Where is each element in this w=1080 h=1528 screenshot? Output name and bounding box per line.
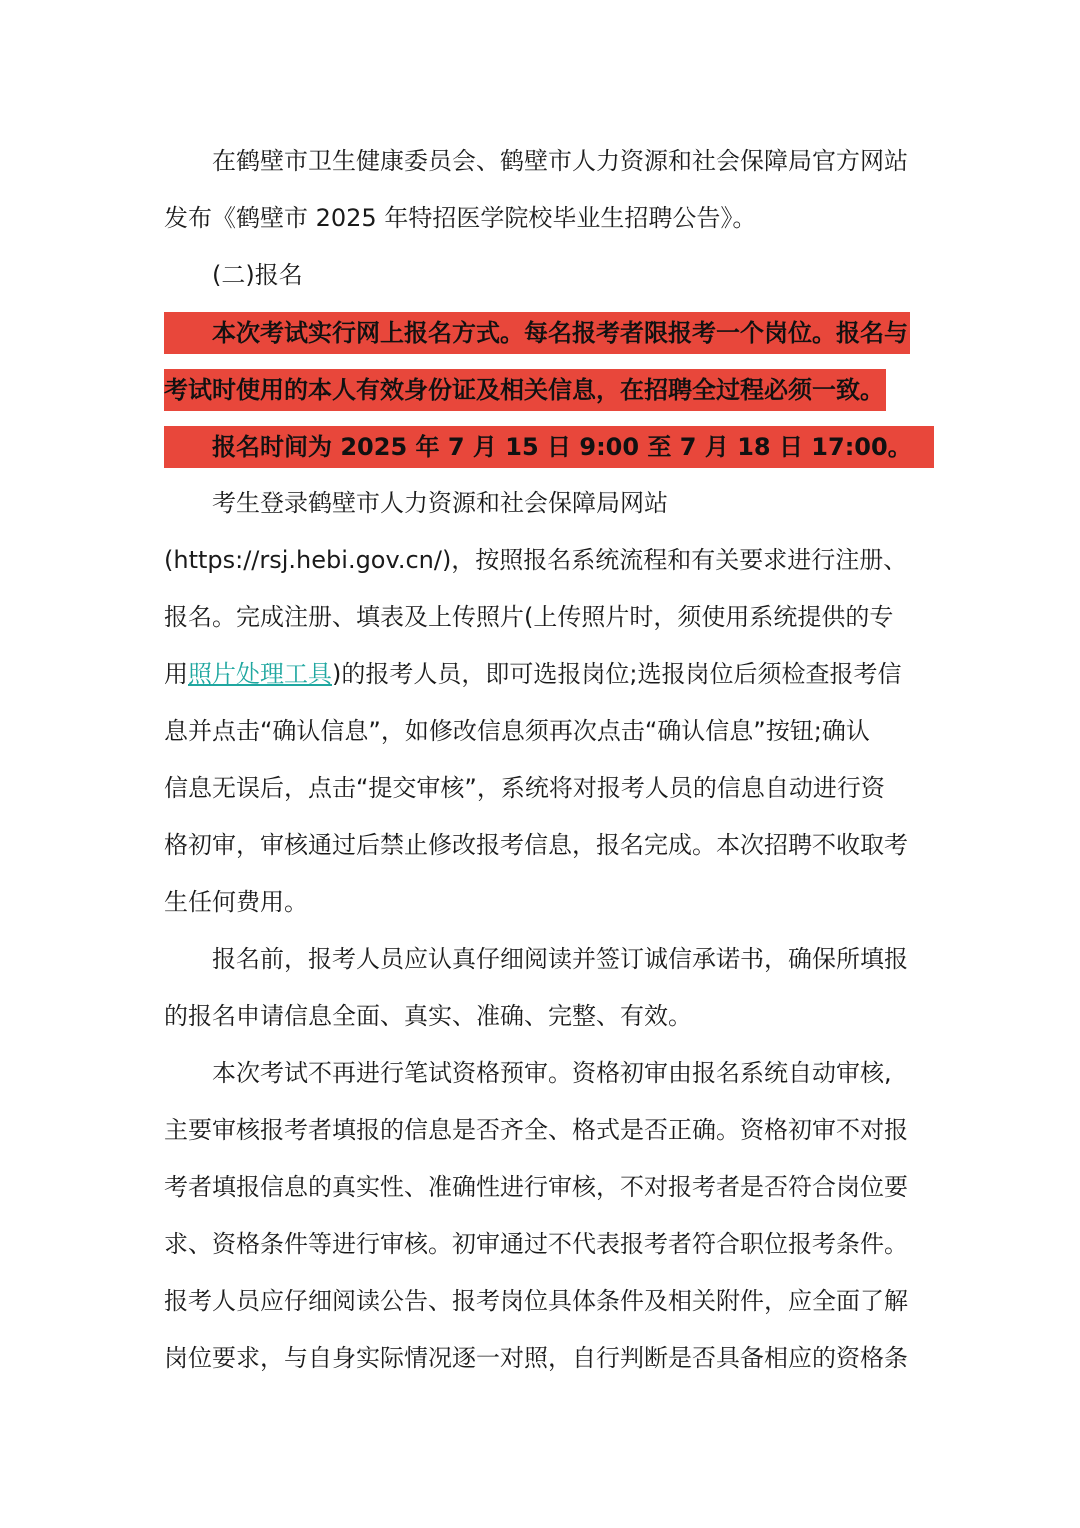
section-heading: (二)报名 [212, 261, 303, 289]
text-line-with-link [164, 646, 918, 703]
text-line: 息并点击“确认信息”，如修改信息须再次点击“确认信息”按钮;确认 [164, 717, 870, 745]
text-line: 考者填报信息的真实性、准确性进行审核，不对报考者是否符合岗位要 [164, 1173, 908, 1201]
text-line: 报名前，报考人员应认真仔细阅读并签订诚信承诺书，确保所填报 [212, 945, 908, 973]
text-line: 求、资格条件等进行审核。初审通过不代表报考者符合职位报考条件。 [164, 1230, 908, 1258]
text-fragment: )的报考人员，即可选报岗位;选报岗位后须检查报考信 [332, 660, 902, 688]
text-line: (https://rsj.hebi.gov.cn/)，按照报名系统流程和有关要求进行注册、 [164, 546, 908, 574]
text-line: 发布《鹤壁市 2025 年特招医学院校毕业生招聘公告》。 [164, 204, 757, 232]
highlight-line [164, 304, 918, 361]
text-line: 本次考试不再进行笔试资格预审。资格初审由报名系统自动审核, [212, 1059, 892, 1087]
text-line: 报名。完成注册、填表及上传照片(上传照片时，须使用系统提供的专 [164, 603, 894, 631]
photo-tool-link[interactable]: 照片处理工具 [188, 660, 332, 688]
text-line: 格初审，审核通过后禁止修改报考信息，报名完成。本次招聘不收取考 [164, 831, 908, 859]
text-line: 生任何费用。 [164, 888, 308, 916]
highlighted-text: 报名时间为 2025 年 7 月 15 日 9:00 至 7 月 18 日 17:00。 [164, 426, 934, 468]
text-line: 在鹤壁市卫生健康委员会、鹤壁市人力资源和社会保障局官方网站 [212, 147, 908, 175]
text-fragment: 用 [164, 660, 188, 688]
highlight-line [164, 418, 918, 475]
document-body [164, 133, 918, 1387]
text-line: 岗位要求，与自身实际情况逐一对照，自行判断是否具备相应的资格条 [164, 1344, 908, 1372]
text-line: 主要审核报考者填报的信息是否齐全、格式是否正确。资格初审不对报 [164, 1116, 908, 1144]
text-line: 的报名申请信息全面、真实、准确、完整、有效。 [164, 1002, 692, 1030]
text-line: 信息无误后，点击“提交审核”，系统将对报考人员的信息自动进行资 [164, 774, 885, 802]
text-line: 报考人员应仔细阅读公告、报考岗位具体条件及相关附件，应全面了解 [164, 1287, 908, 1315]
highlighted-text: 考试时使用的本人有效身份证及相关信息，在招聘全过程必须一致。 [164, 369, 886, 411]
highlighted-text: 本次考试实行网上报名方式。每名报考者限报考一个岗位。报名与 [164, 312, 910, 354]
text-line: 考生登录鹤壁市人力资源和社会保障局网站 [212, 489, 668, 517]
highlight-line [164, 361, 918, 418]
